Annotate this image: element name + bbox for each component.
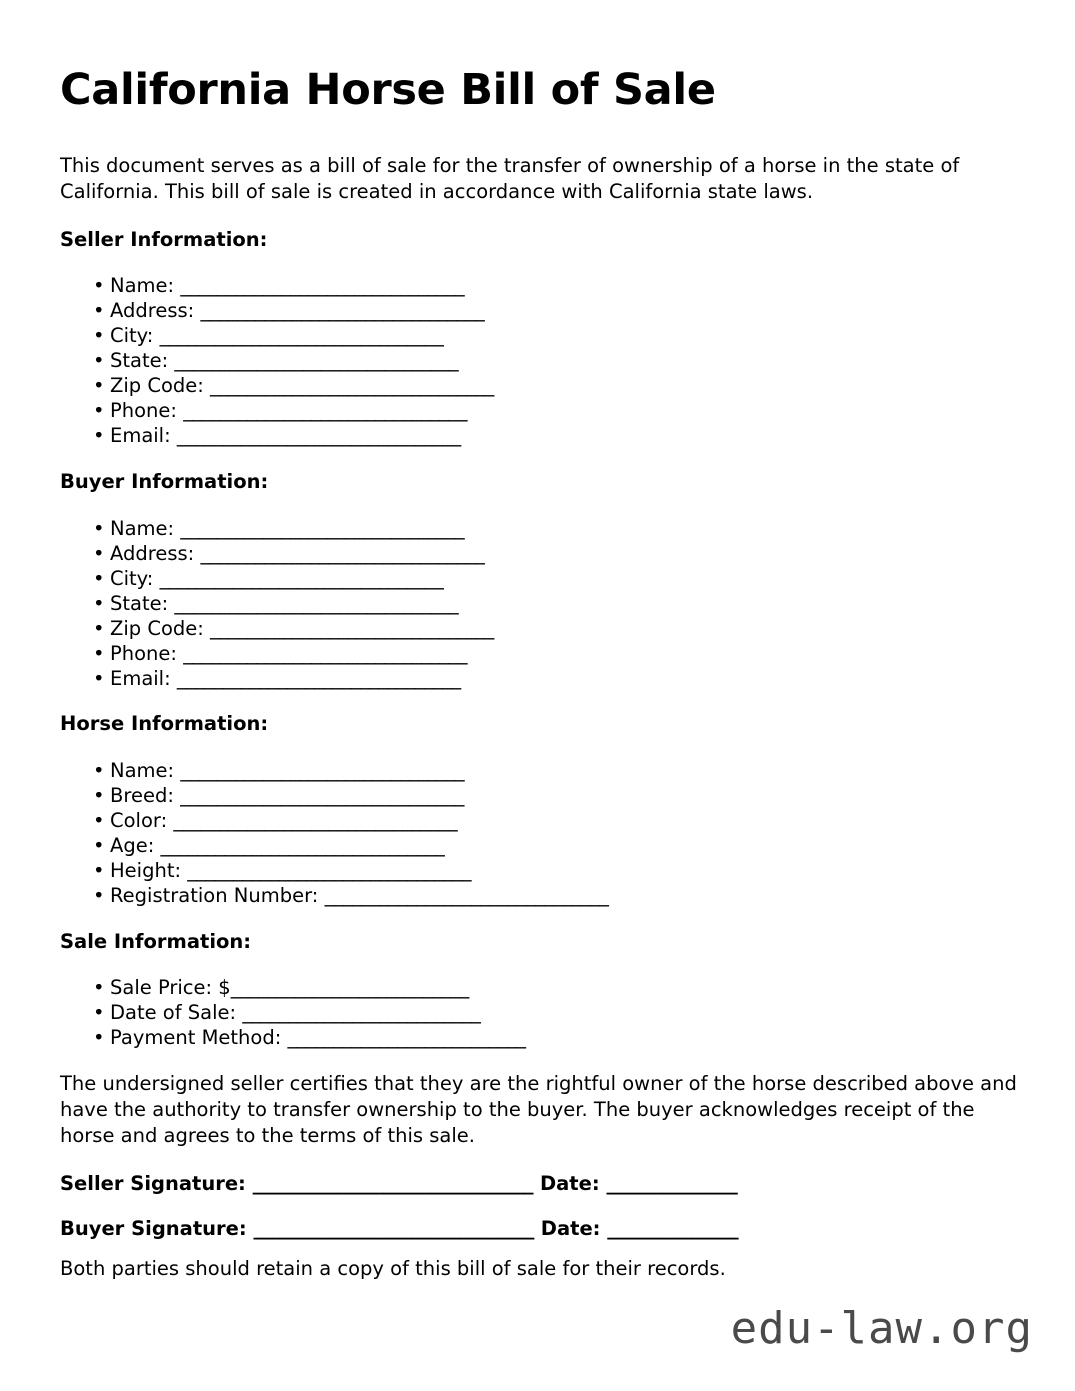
bullet-icon: • bbox=[93, 1026, 105, 1049]
section-heading-buyer: Buyer Information: bbox=[60, 470, 269, 493]
intro-paragraph: This document serves as a bill of sale for the transfer of ownership of a horse in the state of California. This bill of sale is created in accordance with California state laws. bbox=[60, 154, 960, 203]
closing-paragraph: The undersigned seller certifies that they are the rightful owner of the horse described above and have the authority to transfer ownership to the buyer. The buyer acknowledges receipt of the horse and agrees to the terms of this sale. bbox=[60, 1072, 1017, 1147]
buyer-signature-label: Buyer Signature: bbox=[60, 1217, 247, 1240]
field-label: City: bbox=[110, 324, 154, 347]
field-blank[interactable]: _______________________________ bbox=[200, 542, 485, 565]
field-label: Address: bbox=[110, 299, 195, 322]
field-row-seller-city bbox=[60, 323, 494, 348]
field-blank[interactable]: _______________________________ bbox=[176, 667, 461, 690]
field-blank[interactable]: _______________________________ bbox=[173, 809, 457, 832]
buyer-date-blank[interactable]: ______________ bbox=[607, 1217, 739, 1240]
field-row-seller-phone bbox=[60, 398, 494, 423]
field-blank[interactable]: _______________________________ bbox=[210, 617, 494, 640]
field-blank[interactable]: _______________________________ bbox=[159, 324, 444, 347]
field-row-horse-color bbox=[60, 808, 608, 833]
field-row-seller-zip bbox=[60, 373, 494, 398]
field-label: State: bbox=[110, 349, 169, 372]
bullet-icon: • bbox=[93, 542, 105, 565]
field-blank[interactable]: __________________________ bbox=[242, 1001, 481, 1024]
field-row-buyer-phone bbox=[60, 641, 494, 666]
field-blank[interactable]: _______________________________ bbox=[180, 759, 464, 782]
field-blank[interactable]: _______________________________ bbox=[324, 884, 609, 907]
field-list-sale bbox=[60, 975, 525, 1050]
field-label: Email: bbox=[110, 667, 171, 690]
field-blank[interactable]: _______________________________ bbox=[180, 274, 464, 297]
bullet-icon: • bbox=[93, 567, 105, 590]
buyer-date-label: Date: bbox=[540, 1217, 601, 1240]
bullet-icon: • bbox=[93, 399, 105, 422]
field-label: Phone: bbox=[110, 399, 177, 422]
field-blank[interactable]: _______________________________ bbox=[183, 642, 467, 665]
field-label: Date of Sale: bbox=[110, 1001, 237, 1024]
field-label: Name: bbox=[110, 759, 175, 782]
field-row-seller-email bbox=[60, 423, 494, 448]
field-list-seller bbox=[60, 273, 494, 448]
seller-date-blank[interactable]: ______________ bbox=[606, 1172, 738, 1195]
field-blank[interactable]: __________________________ bbox=[230, 976, 469, 999]
field-label: Name: bbox=[110, 517, 175, 540]
signature-row-seller bbox=[60, 1172, 737, 1195]
field-row-buyer-email bbox=[60, 666, 494, 691]
bullet-icon: • bbox=[93, 759, 105, 782]
buyer-signature-blank[interactable]: ______________________________ bbox=[253, 1217, 534, 1240]
field-blank[interactable]: _______________________________ bbox=[210, 374, 494, 397]
field-row-seller-state bbox=[60, 348, 494, 373]
section-heading-horse: Horse Information: bbox=[60, 712, 269, 735]
field-row-sale-price bbox=[60, 975, 525, 1000]
bullet-icon: • bbox=[93, 617, 105, 640]
field-row-seller-address bbox=[60, 298, 494, 323]
bullet-icon: • bbox=[93, 667, 105, 690]
field-blank[interactable]: _______________________________ bbox=[187, 859, 471, 882]
field-row-horse-breed bbox=[60, 783, 608, 808]
bullet-icon: • bbox=[93, 884, 105, 907]
bullet-icon: • bbox=[93, 324, 105, 347]
field-label: Address: bbox=[110, 542, 195, 565]
bullet-icon: • bbox=[93, 834, 105, 857]
bullet-icon: • bbox=[93, 859, 105, 882]
field-label: Phone: bbox=[110, 642, 177, 665]
field-blank[interactable]: _______________________________ bbox=[174, 349, 459, 372]
bullet-icon: • bbox=[93, 592, 105, 615]
field-label: Age: bbox=[110, 834, 155, 857]
field-row-buyer-state bbox=[60, 591, 494, 616]
field-row-buyer-address bbox=[60, 541, 494, 566]
field-label: Height: bbox=[110, 859, 182, 882]
field-label: Color: bbox=[110, 809, 168, 832]
field-blank[interactable]: _______________________________ bbox=[174, 592, 459, 615]
field-label: State: bbox=[110, 592, 169, 615]
watermark-edu-law: edu-law.org bbox=[730, 1303, 1033, 1354]
seller-signature-blank[interactable]: ______________________________ bbox=[252, 1172, 534, 1195]
section-heading-sale: Sale Information: bbox=[60, 930, 252, 953]
field-label: Breed: bbox=[110, 784, 174, 807]
signature-row-buyer bbox=[60, 1217, 738, 1240]
field-blank[interactable]: _______________________________ bbox=[183, 399, 467, 422]
field-blank[interactable]: _______________________________ bbox=[159, 567, 444, 590]
seller-signature-label: Seller Signature: bbox=[60, 1172, 246, 1195]
page-title: California Horse Bill of Sale bbox=[60, 65, 716, 115]
field-label: Zip Code: bbox=[110, 374, 204, 397]
field-row-buyer-name bbox=[60, 516, 494, 541]
bullet-icon: • bbox=[93, 517, 105, 540]
field-row-horse-registration bbox=[60, 883, 608, 908]
field-blank[interactable]: _______________________________ bbox=[200, 299, 485, 322]
field-blank[interactable]: _______________________________ bbox=[180, 517, 464, 540]
field-label: Email: bbox=[110, 424, 171, 447]
field-blank[interactable]: __________________________ bbox=[287, 1026, 526, 1049]
bullet-icon: • bbox=[93, 299, 105, 322]
bullet-icon: • bbox=[93, 274, 105, 297]
field-label: City: bbox=[110, 567, 154, 590]
bullet-icon: • bbox=[93, 1001, 105, 1024]
field-row-horse-name bbox=[60, 758, 608, 783]
field-list-horse bbox=[60, 758, 608, 908]
field-row-sale-date bbox=[60, 1000, 525, 1025]
field-blank[interactable]: _______________________________ bbox=[180, 784, 464, 807]
field-blank[interactable]: _______________________________ bbox=[176, 424, 461, 447]
field-label: Sale Price: $ bbox=[110, 976, 231, 999]
bullet-icon: • bbox=[93, 784, 105, 807]
field-label: Name: bbox=[110, 274, 175, 297]
bullet-icon: • bbox=[93, 374, 105, 397]
section-heading-seller: Seller Information: bbox=[60, 228, 268, 251]
seller-date-label: Date: bbox=[539, 1172, 600, 1195]
footer-note: Both parties should retain a copy of this bill of sale for their records. bbox=[60, 1257, 726, 1280]
field-blank[interactable]: _______________________________ bbox=[160, 834, 445, 857]
bullet-icon: • bbox=[93, 809, 105, 832]
field-row-sale-payment-method bbox=[60, 1025, 525, 1050]
field-list-buyer bbox=[60, 516, 494, 691]
field-label: Registration Number: bbox=[110, 884, 319, 907]
field-row-buyer-zip bbox=[60, 616, 494, 641]
field-row-buyer-city bbox=[60, 566, 494, 591]
field-row-seller-name bbox=[60, 273, 494, 298]
field-row-horse-age bbox=[60, 833, 608, 858]
bullet-icon: • bbox=[93, 976, 105, 999]
field-label: Zip Code: bbox=[110, 617, 204, 640]
bullet-icon: • bbox=[93, 642, 105, 665]
bullet-icon: • bbox=[93, 424, 105, 447]
field-label: Payment Method: bbox=[110, 1026, 282, 1049]
bullet-icon: • bbox=[93, 349, 105, 372]
field-row-horse-height bbox=[60, 858, 608, 883]
